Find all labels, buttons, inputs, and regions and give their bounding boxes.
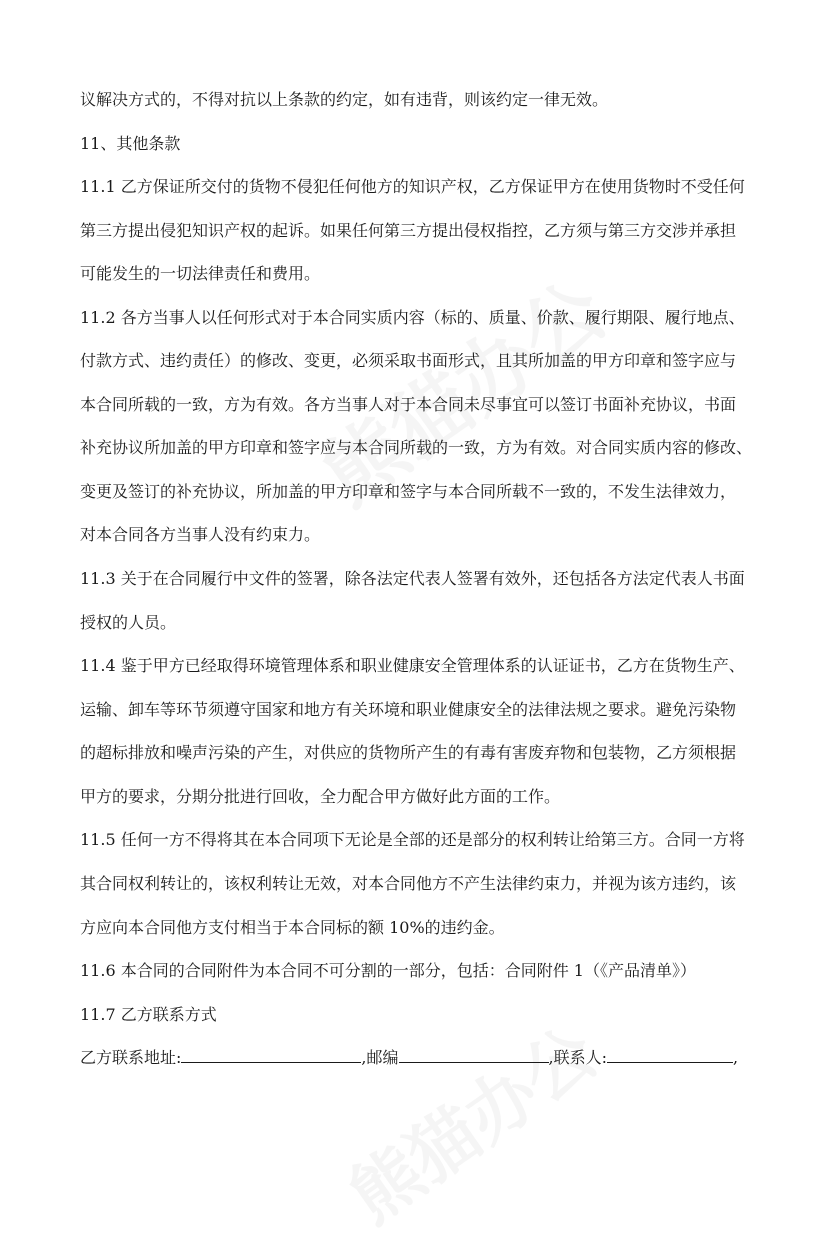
postcode-label: ,邮编	[361, 1048, 399, 1067]
text-line-16: 的超标排放和噪声污染的产生，对供应的货物所产生的有毒有害废弃物和包装物，乙方须根据	[80, 743, 737, 762]
text-line-11: 对本合同各方当事人没有约束力。	[80, 525, 321, 544]
address-label: 乙方联系地址:	[80, 1048, 182, 1067]
text-line-5: 可能发生的一切法律责任和费用。	[80, 264, 321, 283]
text-line-22: 11.7 乙方联系方式	[80, 1005, 217, 1024]
text-line-19: 其合同权利转让的，该权利转让无效，对本合同他方不产生法律约束力，并视为该方违约，该	[80, 874, 737, 893]
text-line-15: 运输、卸车等环节须遵守国家和地方有关环境和职业健康安全的法律法规之要求。避免污染物	[80, 700, 737, 719]
text-line-8: 本合同所载的一致，方为有效。各方当事人对于本合同未尽事宜可以签订书面补充协议，书面	[80, 395, 737, 414]
text-line-17: 甲方的要求，分期分批进行回收，全力配合甲方做好此方面的工作。	[80, 787, 561, 806]
contact-person-blank[interactable]	[607, 1048, 733, 1063]
text-line-18: 11.5 任何一方不得将其在本合同项下无论是全部的还是部分的权利转让给第三方。合同一方将	[80, 830, 745, 849]
text-line-4: 第三方提出侵犯知识产权的起诉。如果任何第三方提出侵权指控，乙方须与第三方交涉并承担	[80, 221, 737, 240]
text-line-3: 11.1 乙方保证所交付的货物不侵犯任何他方的知识产权，乙方保证甲方在使用货物时不受任何	[80, 177, 745, 196]
text-line-1: 议解决方式的，不得对抗以上条款的约定，如有违背，则该约定一律无效。	[80, 90, 609, 109]
text-line-6: 11.2 各方当事人以任何形式对于本合同实质内容（标的、质量、价款、履行期限、履行地点、	[80, 308, 745, 327]
text-line-21: 11.6 本合同的合同附件为本合同不可分割的一部分，包括：合同附件 1（《产品清单》）	[80, 961, 696, 980]
text-line-20: 方应向本合同他方支付相当于本合同标的额 10%的违约金。	[80, 918, 505, 937]
postcode-blank[interactable]	[399, 1048, 549, 1063]
text-line-12: 11.3 关于在合同履行中文件的签署，除各法定代表人签署有效外，还包括各方法定代表人书面	[80, 569, 745, 588]
watermark-bottom	[326, 999, 613, 1242]
text-line-10: 变更及签订的补充协议，所加盖的甲方印章和签字与本合同所载不一致的，不发生法律效力，	[80, 482, 737, 501]
text-line-14: 11.4 鉴于甲方已经取得环境管理体系和职业健康安全管理体系的认证证书，乙方在货物生产、	[80, 656, 745, 675]
trailing-comma: ,	[732, 1048, 739, 1067]
text-line-13: 授权的人员。	[80, 613, 177, 632]
text-line-7: 付款方式、违约责任）的修改、变更，必须采取书面形式，且其所加盖的甲方印章和签字应与	[80, 351, 737, 370]
section-heading: 11、其他条款	[80, 134, 181, 153]
contact-line	[80, 1047, 770, 1069]
text-line-9: 补充协议所加盖的甲方印章和签字应与本合同所载的一致，方为有效。对合同实质内容的修改、	[80, 438, 753, 457]
address-blank[interactable]	[181, 1048, 361, 1063]
contact-person-label: ,联系人:	[548, 1048, 607, 1067]
